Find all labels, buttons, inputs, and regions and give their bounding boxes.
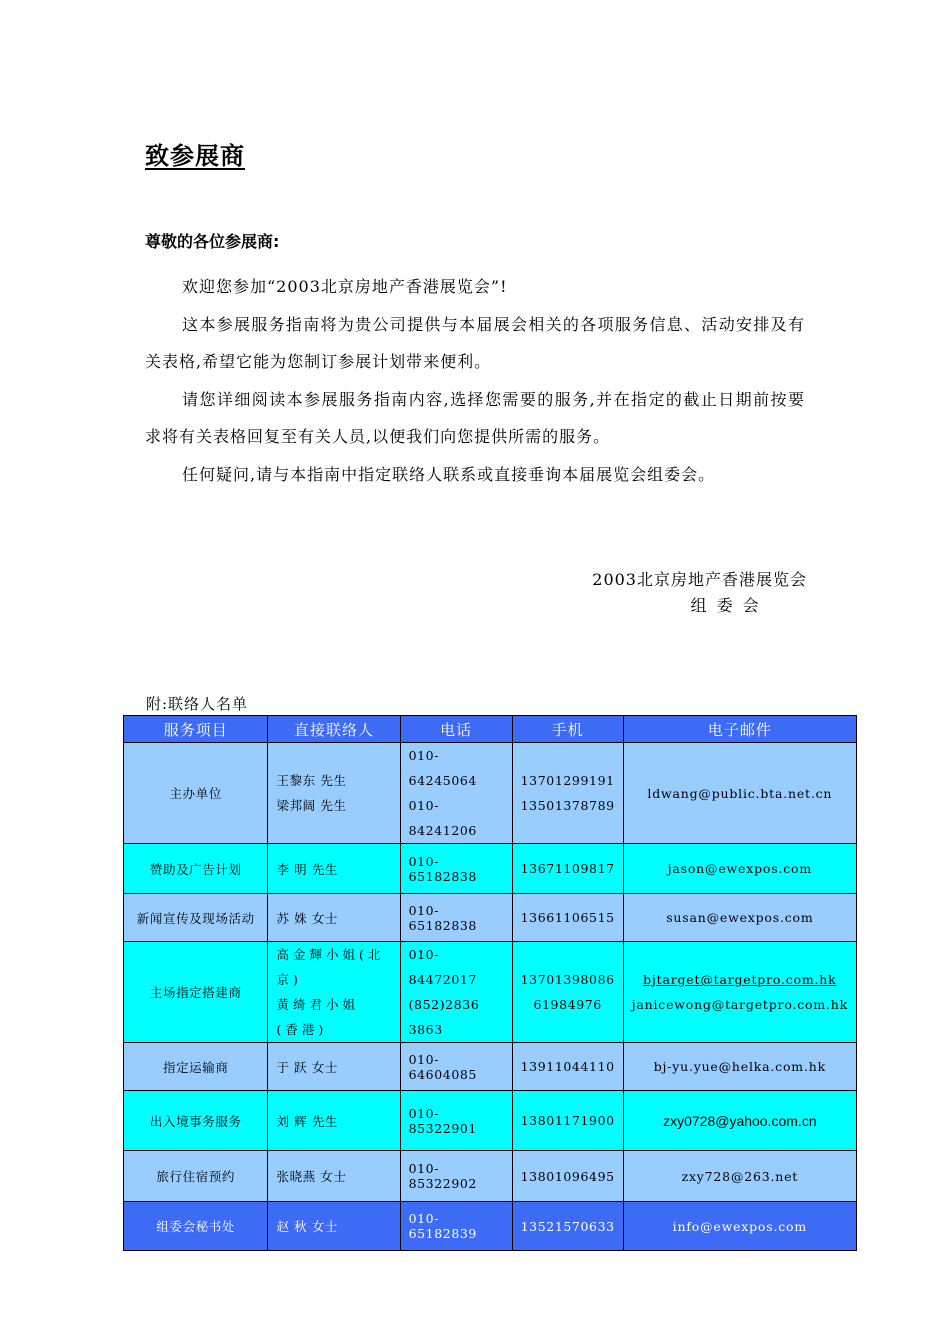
phone-cell: 010-64604085 [400, 1043, 512, 1091]
signature-committee: 组委会 [690, 596, 769, 615]
paragraph-questions: 任何疑问,请与本指南中指定联络人联系或直接垂询本届展览会组委会。 [182, 464, 716, 484]
email-cell[interactable]: susan@ewexpos.com [623, 894, 856, 942]
attachment-label: 附:联络人名单 [146, 695, 249, 713]
phone-number: 010-84241206 [408, 798, 477, 838]
table-row [124, 1043, 857, 1091]
contact-name: 高金輝小姐(北京) [276, 947, 385, 987]
page-title: 致参展商 [145, 142, 245, 170]
contact-name: 梁邦阔 先生 [276, 798, 347, 813]
contact-name: 黄绮君小姐 (香港) [276, 997, 359, 1037]
phone-number: (852)2836 3863 [408, 997, 480, 1037]
email-cell[interactable]: info@ewexpos.com [623, 1202, 856, 1251]
paragraph-read-instructions: 请您详细阅读本参展服务指南内容,选择您需要的服务,并在指定的截止日期前按要求将有关表格回复至有关人员,以便我们向您提供所需的服务。 [145, 389, 805, 446]
phone-number: 010-64245064 [408, 748, 477, 788]
phone-cell: 010-65182838 [400, 844, 512, 894]
contact-cell: 苏 姝 女士 [268, 894, 400, 942]
header-contact: 直接联络人 [268, 716, 400, 743]
phone-cell: 010-65182839 [400, 1202, 512, 1251]
mobile-cell: 13661106515 [512, 894, 623, 942]
email-link[interactable]: bjtarget@targetpro.com.hk [643, 972, 837, 987]
email-cell[interactable]: bj-yu.yue@helka.com.hk [623, 1043, 856, 1091]
phone-cell [400, 942, 512, 1043]
header-mobile: 手机 [512, 716, 623, 743]
service-cell: 旅行住宿预约 [124, 1151, 268, 1202]
mobile-cell: 13911044110 [512, 1043, 623, 1091]
contact-cell [268, 743, 400, 844]
table-row [124, 894, 857, 942]
mobile-cell: 13521570633 [512, 1202, 623, 1251]
signature-organization: 2003北京房地产香港展览会 [592, 570, 807, 589]
service-cell: 组委会秘书处 [124, 1202, 268, 1251]
contact-table [123, 715, 857, 1251]
mobile-number: 13501378789 [520, 798, 615, 813]
service-cell: 主场指定搭建商 [124, 942, 268, 1043]
mobile-number: 13701299191 [520, 773, 615, 788]
contact-cell: 张晓燕 女士 [268, 1151, 400, 1202]
service-cell: 新闻宣传及现场活动 [124, 894, 268, 942]
mobile-cell [512, 942, 623, 1043]
paragraph-guide-intro: 这本参展服务指南将为贵公司提供与本届展会相关的各项服务信息、活动安排及有关表格,希望它能为您制订参展计划带来便利。 [145, 314, 805, 371]
contact-cell [268, 942, 400, 1043]
phone-number: 010-84472017 [408, 947, 477, 987]
mobile-cell: 13801096495 [512, 1151, 623, 1202]
email-cell [623, 942, 856, 1043]
table-row [124, 844, 857, 894]
table-header-row [124, 716, 857, 743]
email-address[interactable]: janicewong@targetpro.com.hk [631, 997, 848, 1012]
phone-cell [400, 743, 512, 844]
service-cell: 指定运输商 [124, 1043, 268, 1091]
table-row [124, 942, 857, 1043]
phone-cell: 010-85322902 [400, 1151, 512, 1202]
email-cell[interactable]: zxy0728@yahoo.com.cn [623, 1091, 856, 1151]
table-row [124, 1091, 857, 1151]
contact-cell: 于 跃 女士 [268, 1043, 400, 1091]
contact-name: 王黎东 先生 [276, 773, 347, 788]
header-service: 服务项目 [124, 716, 268, 743]
mobile-cell: 13801171900 [512, 1091, 623, 1151]
signature-block [592, 567, 807, 619]
phone-cell: 010-65182838 [400, 894, 512, 942]
email-cell[interactable]: ldwang@public.bta.net.cn [623, 743, 856, 844]
header-email: 电子邮件 [623, 716, 856, 743]
mobile-number: 61984976 [533, 997, 602, 1012]
contact-cell: 赵 秋 女士 [268, 1202, 400, 1251]
mobile-cell: 13671109817 [512, 844, 623, 894]
email-cell[interactable]: jason@ewexpos.com [623, 844, 856, 894]
letter-body [145, 268, 805, 493]
salutation: 尊敬的各位参展商: [145, 232, 280, 251]
table-row [124, 1151, 857, 1202]
service-cell: 出入境事务服务 [124, 1091, 268, 1151]
service-cell: 主办单位 [124, 743, 268, 844]
header-phone: 电话 [400, 716, 512, 743]
service-cell: 赞助及广告计划 [124, 844, 268, 894]
email-cell[interactable]: zxy728@263.net [623, 1151, 856, 1202]
paragraph-welcome: 欢迎您参加“2003北京房地产香港展览会”! [182, 277, 508, 296]
contact-cell: 刘 辉 先生 [268, 1091, 400, 1151]
table-row [124, 743, 857, 844]
mobile-number: 13701398086 [520, 972, 615, 987]
phone-cell: 010-85322901 [400, 1091, 512, 1151]
contact-cell: 李 明 先生 [268, 844, 400, 894]
table-row [124, 1202, 857, 1251]
mobile-cell [512, 743, 623, 844]
